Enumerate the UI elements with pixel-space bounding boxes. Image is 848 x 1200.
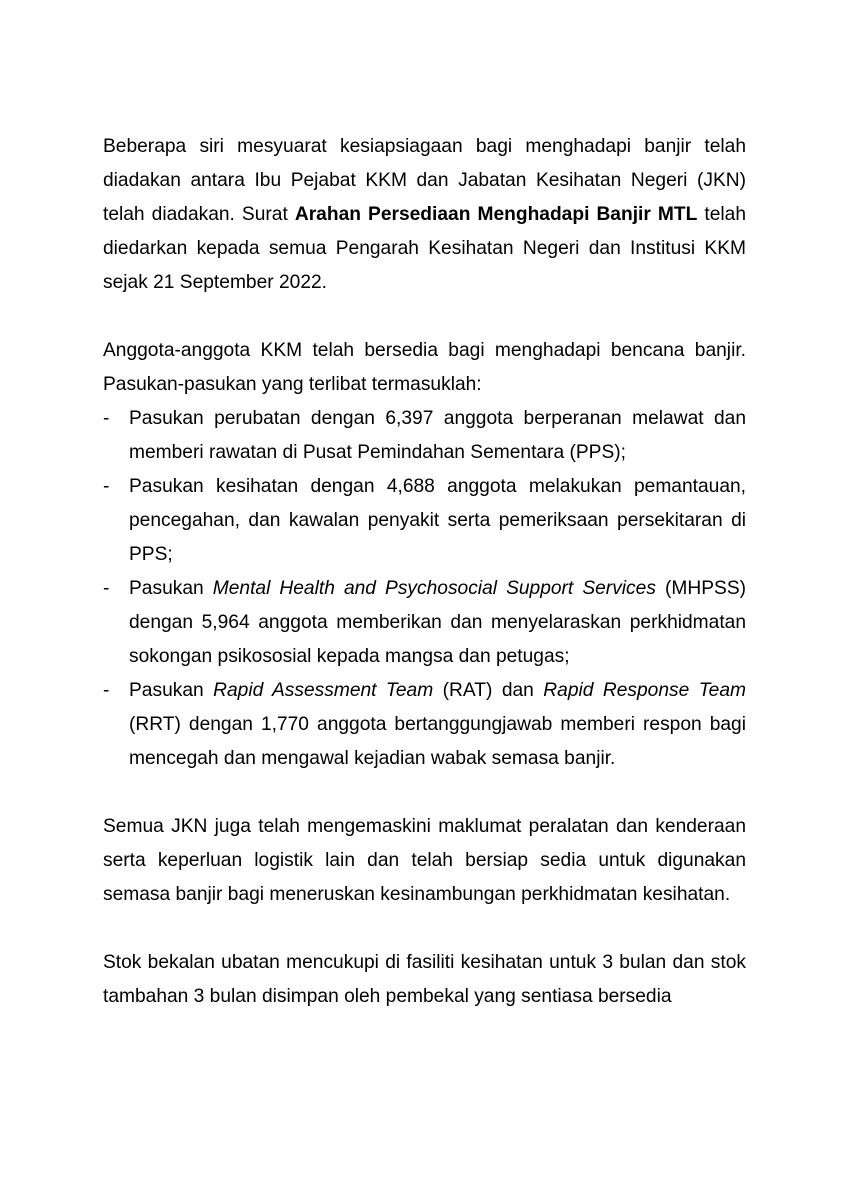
list-item-text-mid: (RAT) dan xyxy=(433,680,544,701)
list-item-text: Pasukan perubatan dengan 6,397 anggota berperanan melawat dan memberi rawatan di Pusat Pemindahan Sementara (PPS); xyxy=(129,408,746,463)
list-item-italic: Mental Health and Psychosocial Support Services xyxy=(212,578,656,599)
list-item xyxy=(103,470,746,572)
paragraph-logistics: Semua JKN juga telah mengemaskini maklumat peralatan dan kenderaan serta keperluan logistik lain dan telah bersiap sedia untuk digunakan semasa banjir bagi meneruskan kesinambungan perkhidmatan kesihatan. xyxy=(103,816,746,905)
paragraph-spacer xyxy=(103,300,746,334)
teams-list xyxy=(103,402,746,776)
list-item-text: Pasukan kesihatan dengan 4,688 anggota melakukan pemantauan, pencegahan, dan kawalan penyakit serta pemeriksaan persekitaran di PPS; xyxy=(129,476,746,565)
list-item xyxy=(103,572,746,674)
document-page xyxy=(103,130,746,1014)
list-item-italic: Rapid Assessment Team xyxy=(213,680,434,701)
list-bullet: - xyxy=(103,578,110,599)
list-item xyxy=(103,402,746,470)
list-item-text-post: (RRT) dengan 1,770 anggota bertanggungjawab memberi respon bagi mencegah dan mengawal kejadian wabak semasa banjir. xyxy=(129,714,746,769)
list-item-text-post: (MHPSS) dengan 5,964 anggota memberikan dan menyelaraskan perkhidmatan sokongan psikososial kepada mangsa dan petugas; xyxy=(129,578,747,667)
paragraph-meetings-text-2: telah diedarkan kepada semua Pengarah Kesihatan Negeri dan Institusi KKM sejak 21 September 2022. xyxy=(103,204,746,293)
list-item xyxy=(103,674,746,776)
list-item-text-pre: Pasukan xyxy=(129,578,213,599)
list-item-text-pre: Pasukan xyxy=(129,680,214,701)
paragraph-meetings xyxy=(103,130,746,300)
list-item-italic: Rapid Response Team xyxy=(543,680,746,701)
paragraph-medicine-stock: Stok bekalan ubatan mencukupi di fasiliti kesihatan untuk 3 bulan dan stok tambahan 3 bulan disimpan oleh pembekal yang sentiasa bersedia xyxy=(103,952,746,1007)
paragraph-teams-intro: Anggota-anggota KKM telah bersedia bagi menghadapi bencana banjir. Pasukan-pasukan yang terlibat termasuklah: xyxy=(103,340,746,395)
directive-title: Arahan Persediaan Menghadapi Banjir MTL xyxy=(294,204,698,225)
paragraph-meetings-text-1: Beberapa siri mesyuarat kesiapsiagaan bagi menghadapi banjir telah diadakan antara Ibu Pejabat KKM dan Jabatan Kesihatan Negeri (JKN) telah diadakan. Surat xyxy=(103,136,746,225)
list-bullet: - xyxy=(103,408,110,429)
list-bullet: - xyxy=(103,680,110,701)
list-bullet: - xyxy=(103,476,110,497)
paragraph-spacer xyxy=(103,912,746,946)
paragraph-spacer xyxy=(103,776,746,810)
